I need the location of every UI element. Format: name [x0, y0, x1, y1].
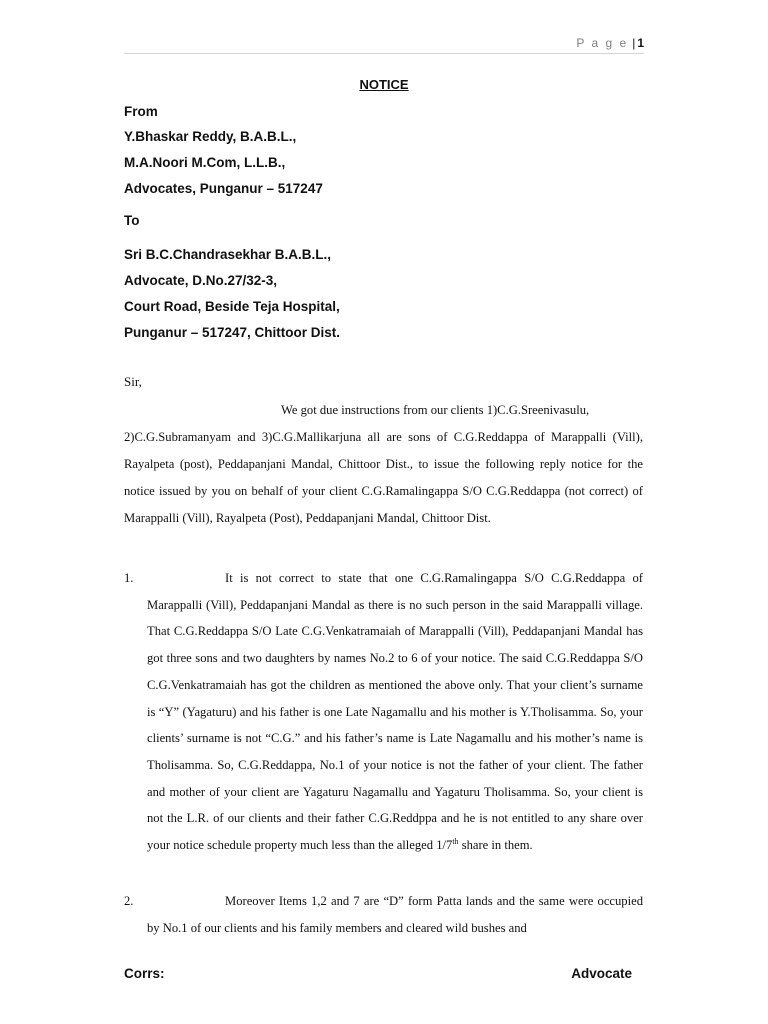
page-separator: |: [632, 36, 636, 50]
item-number: 2.: [124, 894, 134, 908]
intro-body: 2)C.G.Subramanyam and 3)C.G.Mallikarjuna all are sons of C.G.Reddappa of Marappalli (Vill), Rayalpeta (post), Peddapanjani Mandal, Chittoor Dist., to issue the following reply notice for the notice issued by you on behalf of your client C.G.Ramalingappa S/O C.G.Reddappa (not correct) of Marappalli (Vill), Rayalpeta (Post), Peddapanjani Mandal, Chittoor Dist.: [124, 430, 643, 525]
footer-advocate: Advocate: [571, 966, 632, 981]
from-line: M.A.Noori M.Com, L.L.B.,: [124, 155, 286, 170]
item-number: 1.: [124, 571, 134, 585]
from-line: Y.Bhaskar Reddy, B.A.B.L.,: [124, 129, 297, 144]
item-body: [147, 888, 643, 941]
to-line: Court Road, Beside Teja Hospital,: [124, 299, 340, 314]
item-text: Moreover Items 1,2 and 7 are “D” form Patta lands and the same were occupied by No.1 of our clients and his family members and cleared wild bushes and: [147, 894, 643, 935]
item-superscript: th: [452, 836, 459, 846]
item-text: It is not correct to state that one C.G.Ramalingappa S/O C.G.Reddappa of Marappalli (Vill), Peddapanjani Mandal as there is no such person in the said Marappalli village. That C.G.Reddappa S/O Late C.G.Venkatramaiah of Marappalli (Vill), Peddapanjani Mandal has got three sons and two daughters by names No.2 to 6 of your notice. The said C.G.Reddappa S/O C.G.Venkatramaiah has got the children as mentioned the above only. That your client’s surname is “Y” (Yagaturu) and his father is one Late Nagamallu and his mother is Y.Tholisamma. So, your clients’ surname is not “C.G.” and his father’s name is Late Nagamallu and his mother’s name is Tholisamma. So, C.G.Reddappa, No.1 of your notice is not the father of your client. The father and mother of your client are Yagaturu Nagamallu and Yagaturu Tholisamma. So, your client is not the L.R. of our clients and their father C.G.Reddppa and he is not entitled to any share over your notice schedule property much less than the alleged 1/7: [147, 571, 643, 853]
intro-paragraph: [124, 397, 643, 532]
page-label: P a g e: [576, 36, 629, 50]
numbered-item: [124, 565, 643, 859]
to-address: [124, 242, 340, 346]
salutation: Sir,: [124, 374, 142, 389]
page-number: 1: [637, 36, 644, 50]
from-label: From: [124, 104, 158, 119]
to-line: Punganur – 517247, Chittoor Dist.: [124, 325, 341, 340]
header-rule: [124, 53, 644, 54]
item-text-after: share in them.: [458, 838, 533, 853]
footer-corrs: Corrs:: [124, 966, 165, 981]
item-body: [147, 565, 643, 859]
intro-first-line: We got due instructions from our clients 1)C.G.Sreenivasulu,: [281, 403, 590, 417]
to-line: Sri B.C.Chandrasekhar B.A.B.L.,: [124, 247, 332, 262]
numbered-item: [124, 888, 643, 941]
notice-title: NOTICE: [359, 77, 409, 92]
page-number-header: [576, 36, 644, 50]
to-label: To: [124, 213, 140, 228]
from-line: Advocates, Punganur – 517247: [124, 181, 323, 196]
from-address: [124, 124, 323, 202]
to-line: Advocate, D.No.27/32-3,: [124, 273, 278, 288]
